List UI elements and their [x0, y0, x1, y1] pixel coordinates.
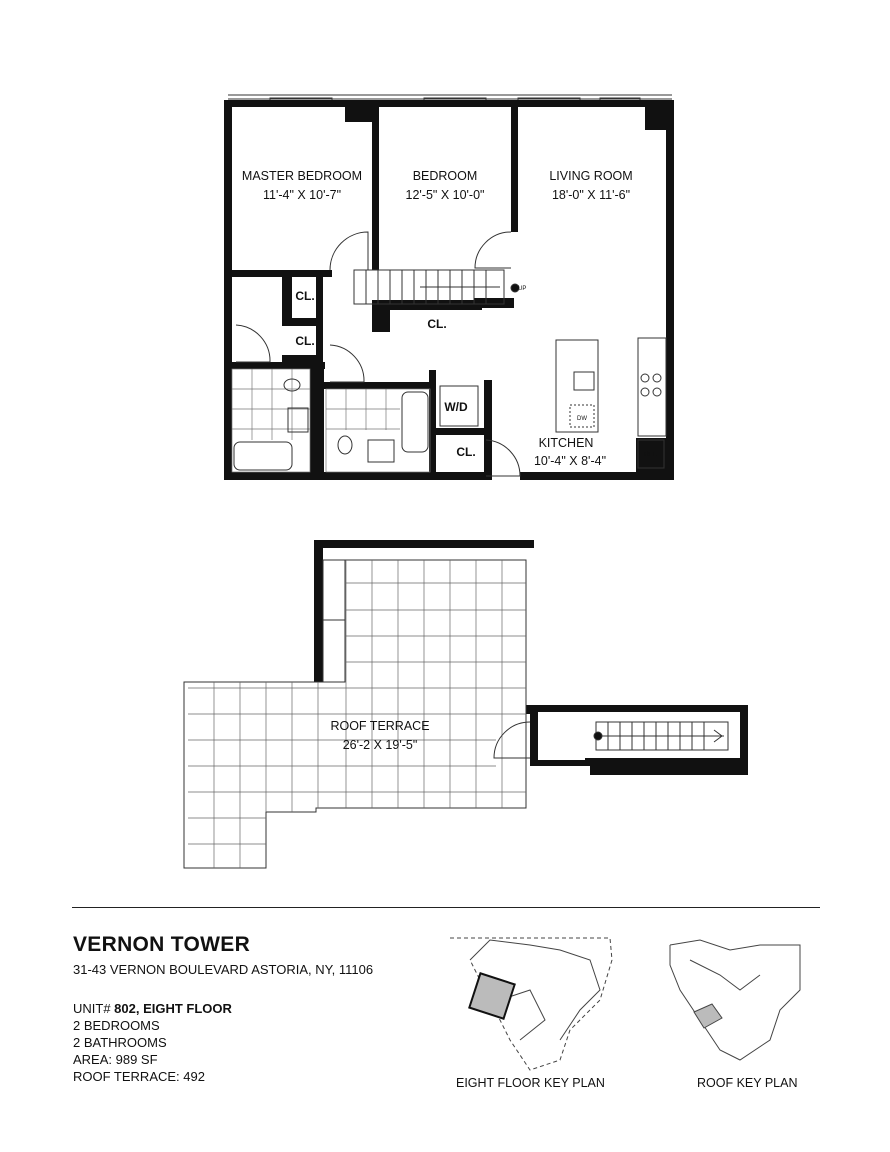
master-bathtub — [234, 442, 292, 470]
master-bath-tile-grid — [232, 369, 310, 472]
dishwasher-label: DW — [577, 416, 587, 422]
unit-roof-terrace: ROOF TERRACE: 492 — [73, 1069, 205, 1084]
hall-bath-tile-grid — [326, 389, 430, 472]
unit-number-line — [73, 1000, 232, 1017]
living-room-door-swing — [475, 232, 511, 268]
room-size-master-bedroom: 11'-4" X 10'-7" — [262, 188, 342, 202]
bath-door-swing — [330, 345, 364, 382]
roof-key-plan — [670, 940, 800, 1060]
eight-floor-key-plan-label: EIGHT FLOOR KEY PLAN — [456, 1076, 605, 1090]
stair-up-label: UP — [518, 286, 527, 292]
roof-key-plan-label: ROOF KEY PLAN — [697, 1076, 798, 1090]
roof-door-swing — [494, 722, 530, 758]
refrigerator-label: REF. — [644, 452, 658, 458]
closet-label: CL. — [295, 289, 315, 303]
hall-sink — [368, 440, 394, 462]
unit-highlight — [469, 973, 514, 1018]
closet-label: CL. — [427, 317, 447, 331]
room-name-bedroom: BEDROOM — [412, 169, 478, 183]
closet-door-swing — [236, 325, 270, 362]
room-size-kitchen: 10'-4" X 8'-4" — [533, 454, 607, 468]
eighth-floor-fixtures — [232, 232, 666, 476]
eight-floor-key-plan — [450, 938, 612, 1070]
building-address: 31-43 VERNON BOULEVARD ASTORIA, NY, 11106 — [73, 962, 374, 977]
closet-label: CL. — [456, 445, 476, 459]
room-size-bedroom: 12'-5" X 10'-0" — [405, 188, 485, 202]
room-name-kitchen: KITCHEN — [538, 436, 594, 450]
unit-prefix: UNIT# — [73, 1001, 115, 1016]
eighth-floor-walls — [224, 100, 674, 480]
stove-burners-icon — [641, 374, 661, 396]
roof-unit-highlight — [694, 1004, 722, 1028]
room-name-living-room: LIVING ROOM — [549, 169, 633, 183]
master-bedroom-door-swing — [330, 232, 368, 270]
washer-dryer-label: W/D — [444, 400, 468, 414]
room-size-living-room: 18'-0" X 11'-6" — [551, 188, 631, 202]
unit-area: AREA: 989 SF — [73, 1052, 158, 1067]
room-name-master-bedroom: MASTER BEDROOM — [241, 169, 363, 183]
roof-terrace-tile-grid — [188, 560, 526, 868]
unit-bedrooms: 2 BEDROOMS — [73, 1018, 160, 1033]
kitchen-counter — [638, 338, 666, 436]
unit-number: 802, EIGHT FLOOR — [114, 1001, 232, 1016]
hall-toilet — [338, 436, 352, 454]
building-name: VERNON TOWER — [73, 933, 251, 956]
hall-bathtub — [402, 392, 428, 452]
roof-terrace-name: ROOF TERRACE — [330, 719, 430, 733]
footer-divider — [72, 907, 820, 908]
unit-bathrooms: 2 BATHROOMS — [73, 1035, 167, 1050]
master-sink — [288, 408, 308, 432]
closet-label: CL. — [295, 334, 315, 348]
roof-terrace-size: 26'-2 X 19'-5" — [342, 738, 418, 752]
kitchen-sink — [574, 372, 594, 390]
unit-details — [73, 1000, 232, 1085]
